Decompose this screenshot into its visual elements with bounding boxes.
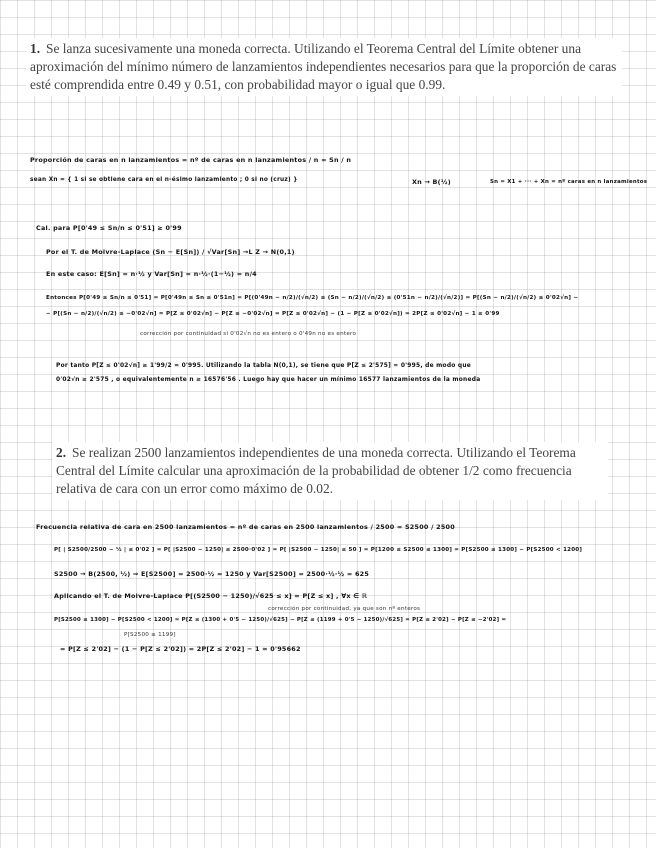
solution-2-line-2: P[ | S2500/2500 − ½ | ≤ 0'02 ] = P[ |S2500 − 1250| ≤ 2500·0'02 ] = P[ |S2500 − 1250| ≤ 50 ] = P[1200 ≤ S2500 ≤ 1300] = P[S2500 ≤ 1300] − P[S2500 < 1200] <box>54 547 583 553</box>
solution-1-line-4: Por el T. de Moivre-Laplace (Sn − E[Sn]) / √Var[Sn] →L Z → N(0,1) <box>46 248 295 256</box>
solution-1-line-1: Proporción de caras en n lanzamientos = nº de caras en n lanzamientos / n = Sn / n <box>30 156 352 164</box>
solution-1-line-7: − P[(Sn − n/2)/(√n/2) ≤ −0'02√n] ≃ P[Z ≤ 0'02√n] − P[Z ≤ −0'02√n] = P[Z ≤ 0'02√n] − (1 − P[Z ≤ 0'02√n]) = 2P[Z ≤ 0'02√n] − 1 ≥ 0'99 <box>46 311 500 317</box>
solution-2-line-1: Frecuencia relativa de cara en 2500 lanzamientos = nº de caras en 2500 lanzamientos / 2500 = S2500 / 2500 <box>36 523 455 531</box>
solution-2-line-5: P[S2500 ≤ 1300] − P[S2500 < 1200] ≃ P[Z ≤ (1300 + 0'5 − 1250)/√625] − P[Z ≤ (1199 + 0'5 − 1250)/√625] = P[Z ≤ 2'02] − P[Z ≤ −2'02] = <box>54 617 507 623</box>
solution-1-line-3: Cal. para P[0'49 ≤ Sn/n ≤ 0'51] ≥ 0'99 <box>36 224 182 232</box>
solution-1-line-6: Entonces P[0'49 ≤ Sn/n ≤ 0'51] = P[0'49n ≤ Sn ≤ 0'51n] = P[(0'49n − n/2)/(√n/2) ≤ (Sn − n/2)/(√n/2) ≤ (0'51n − n/2)/(√n/2)] = P[(Sn − n/2)/(√n/2) ≤ 0'02√n] − <box>46 295 579 301</box>
problem-2-number: 2. <box>56 445 67 460</box>
solution-1-line-9: Por tanto P[Z ≤ 0'02√n] ≥ 1'99/2 = 0'995. Utilizando la tabla N(0,1), se tiene que P[Z ≤ 2'575] ≃ 0'995, de modo que <box>56 363 472 369</box>
solution-2-line-5a: corrección por continuidad, ya que son nº enteros <box>268 606 421 612</box>
solution-2-line-6: = P[Z ≤ 2'02] − (1 − P[Z ≤ 2'02]) = 2P[Z ≤ 2'02] − 1 ≃ 0'95662 <box>60 645 301 653</box>
solution-1-line-2a: sean Xn = { 1 si se obtiene cara en el n-ésimo lanzamiento ; 0 si no (cruz) } <box>30 177 298 183</box>
solution-1-line-5: En este caso: E[Sn] = n·½ y Var[Sn] = n·½·(1−½) = n/4 <box>46 270 257 278</box>
solution-2-line-4: Aplicando el T. de Moivre-Laplace P[(S2500 − 1250)/√625 ≤ x] ≃ P[Z ≤ x] , ∀x ∈ ℝ <box>54 592 368 600</box>
solution-1-line-2c: Sn = X1 + ··· + Xn = nº caras en n lanzamientos <box>490 179 648 185</box>
problem-1 <box>26 38 622 96</box>
solution-1-line-2b: Xn → B(½) <box>412 178 451 186</box>
solution-1-line-8: corrección por continuidad si 0'02√n no es entero o 0'49n no es entero <box>140 331 357 337</box>
solution-2-line-3: S2500 → B(2500, ½) ⇒ E[S2500] = 2500·½ = 1250 y Var[S2500] = 2500·½·½ = 625 <box>54 570 370 578</box>
problem-1-number: 1. <box>30 41 41 56</box>
solution-2-line-5b: P[S2500 ≤ 1199] <box>124 632 176 638</box>
problem-2-text: Se realizan 2500 lanzamientos independientes de una moneda correcta. Utilizando el Teorema Central del Límite calcular una aproximación de la probabilidad de obtener 1/2 como frecuencia relativa de cara con un error como máximo de 0.02. <box>56 445 576 496</box>
problem-1-text: Se lanza sucesivamente una moneda correcta. Utilizando el Teorema Central del Límite obtener una aproximación del mínimo número de lanzamientos independientes necesarios para que la proporción de caras esté comprendida entre 0.49 y 0.51, con probabilidad mayor o igual que 0.99. <box>30 41 617 92</box>
solution-1-line-10: 0'02√n ≥ 2'575 , o equivalentemente n ≥ 16576'56 . Luego hay que hacer un mínimo 16577 lanzamientos de la moneda <box>56 377 481 383</box>
problem-2 <box>52 442 608 500</box>
